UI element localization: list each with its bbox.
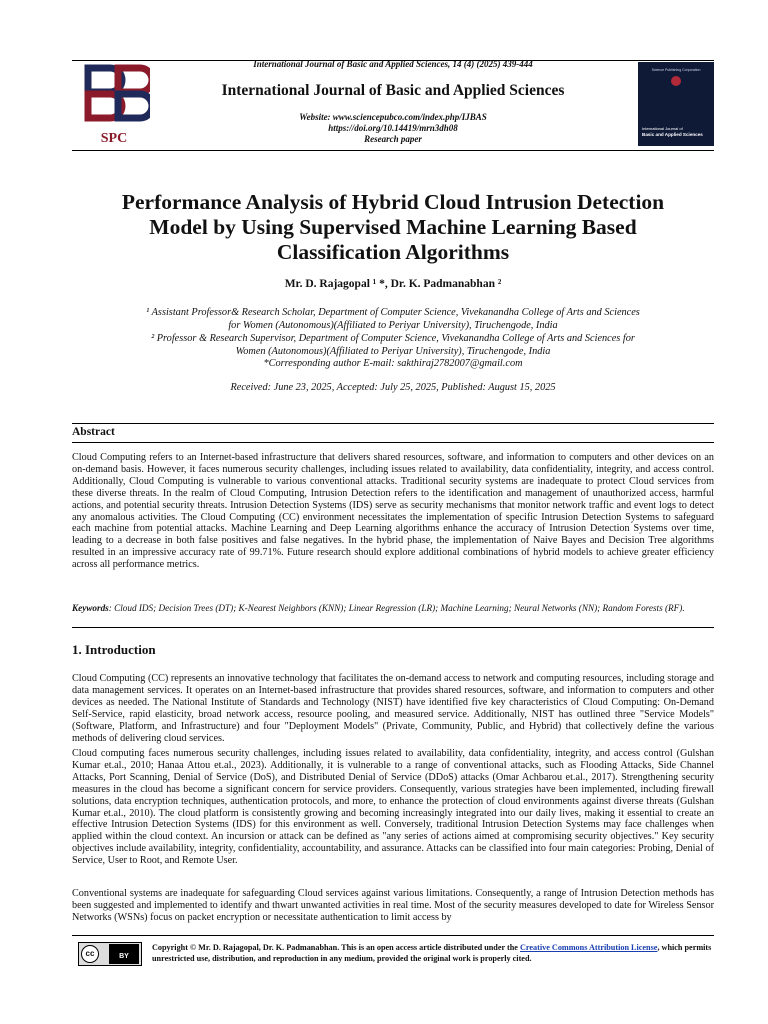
journal-citation: International Journal of Basic and Applied Sciences, 14 (4) (2025) 439-444 [253,59,533,69]
affiliation-1-line1: ¹ Assistant Professor& Research Scholar, Department of Computer Science, Vivekanandha College of Arts and Sciences [146,307,640,318]
copyright-notice [152,942,714,964]
affiliation-2 [80,333,706,371]
keywords-rule [72,627,714,628]
abstract-text: Cloud Computing refers to an Internet-based infrastructure that delivers shared resources, software, and information to computers and other devices on an on-demand basis. However, it faces numerous security challenges, including issues related to availability, data confidentiality, integrity, and access control. Additionally, Cloud Computing is vulnerable to various conventional attacks. Traditional security systems are inadequate to protect Cloud services from these diverse threats. In the realm of Cloud Computing, Intrusion Detection refers to the identification and management of unauthorized access, harmful actions, and potential security threats. Intrusion Detection Systems (IDS) serve as security mechanisms that monitor network traffic and event logs to detect any anomalous activities. The Cloud Computing (CC) environment necessitates the implementation of specific Intrusion Detection Systems to safeguard each machine from potential attacks. Machine Learning and Deep Learning algorithms enhance the accuracy of Intrusion Detection Systems over time, leading to a decrease in both false positives and false negatives. In the hybrid phase, the implementation of Naive Bayes and Decision Tree algorithms resulted in an impressive accuracy rate of 99.71%. Future research should explore additional combinations of hybrid models to achieve greater efficiency across all performance metrics. [72,452,714,571]
spc-logo [78,62,150,148]
cc-by-badge[interactable] [78,942,142,966]
title-line-3: Classification Algorithms [276,240,510,264]
cover-publisher: Science Publishing Corporation [651,68,701,72]
corresponding-author: *Corresponding author E-mail: sakthiraj2782007@gmail.com [263,358,523,369]
section-heading-introduction: 1. Introduction [72,642,156,657]
by-icon [109,944,139,964]
journal-website[interactable]: Website: www.sciencepubco.com/index.php/IJBAS [299,112,487,122]
cc-label: cc [85,949,95,958]
keywords-list: : Cloud IDS; Decision Trees (DT); K-Nearest Neighbors (KNN); Linear Regression (LR); Machine Learning; Neural Networks (NN); Random Forests (RF). [108,603,685,613]
logo-text: SPC [100,131,128,146]
keywords-label: Keywords [72,603,109,613]
copyright-rest: , which permits unrestricted use, distribution, and reproduction in any medium, provided the original work is properly cited. [152,943,712,963]
affiliation-2-line2: Women (Autonomous)(Affiliated to Periyar University), Tiruchengode, India [235,345,551,357]
copyright-text: Copyright © Mr. D. Rajagopal, Dr. K. Padmanabhan. This is an open access article distributed under the [152,943,520,952]
cover-title-line1: International Journal of [642,126,683,131]
affiliation-1-line2: for Women (Autonomous)(Affiliated to Periyar University), Tiruchengode, India [228,319,558,331]
title-line-2: Model by Using Supervised Machine Learning Based [149,215,637,239]
journal-doi[interactable]: https://doi.org/10.14419/mrn3dh08 [328,123,458,133]
license-link[interactable]: Creative Commons Attribution License [520,943,658,952]
journal-cover [638,62,714,146]
intro-paragraph-1: Cloud Computing (CC) represents an innovative technology that facilitates the on-demand access to network and computing resources, including storage and data management services. It operates on an Internet-based infrastructure that provides shared resources, software, and information to computers and other devices as needed. The National Institute of Standards and Technology (NIST) have identified five key characteristics of Cloud Computing: On-Demand Self-Service, rapid elasticity, broad network access, resource pooling, and measured service. Additionally, NIST has outlined three "Service Models" (Software, Platform, and Infrastructure) and four "Deployment Models" (Private, Community, Public, and Hybrid) that collectively define the various methods of delivering cloud services. [72,673,714,744]
authors: Mr. D. Rajagopal ¹ *, Dr. K. Padmanabhan ² [284,278,502,290]
cover-emblem-icon [671,76,681,86]
keywords [72,603,714,615]
paper-type: Research paper [364,134,422,144]
cc-icon [81,945,99,963]
header-rule [72,150,714,151]
paper-title [80,190,706,265]
intro-paragraph-2: Cloud computing faces numerous security challenges, including issues related to availability, data confidentiality, integrity, and access control (Gulshan Kumar et.al., 2010; Hanaa Attou et.al., 2023). Additionally, it is vulnerable to a range of conventional attacks, such as Flooding Attacks, Side Channel Attacks, Port Scanning, Denial of Service (DoS), and Distributed Denial of Service (DDoS) attacks (Omar Achbarou et.al., 2017). Strengthening security measures in the cloud has become a significant concern for service providers. Consequently, various strategies have been implemented, including firewall solutions, data encryption techniques, authentication protocols, and more, to enhance the protection of cloud environments against diverse threats (Gulshan Kumar et.al., 2010). The cloud platform is consistently growing and becoming increasingly integrated into our daily lives, making it essential to create an effective Intrusion Detection Systems (IDS) for this environment as well. Conversely, traditional Intrusion Detection Systems may face challenges when applied within the cloud context. An incursion or attack can be defined as "any series of actions aimed at compromising security objectives." Key security objectives include availability, integrity, confidentiality, accountability, and assurance. Attacks can be classified into four main categories: Probing, Denial of Service, User to Root, and Remote User. [72,748,714,867]
title-line-1: Performance Analysis of Hybrid Cloud Intrusion Detection [121,190,665,214]
by-label: BY [119,953,129,960]
journal-name: International Journal of Basic and Applied Sciences [221,82,565,99]
footer-rule [72,935,714,936]
publication-dates: Received: June 23, 2025, Accepted: July 25, 2025, Published: August 15, 2025 [230,382,556,393]
abstract-heading-rule [72,442,714,443]
intro-paragraph-3: Conventional systems are inadequate for safeguarding Cloud services against various limitations. Consequently, a range of Intrusion Detection methods has been suggested and implemented to identify and thwart unwanted activities in real time. Most of the security measures developed to date for Wireless Sensor Networks (WSNs) focus on packet encryption or necessitate authentication to limit access by [72,888,714,923]
abstract-top-rule [72,423,714,424]
affiliation-2-line1: ² Professor & Research Supervisor, Department of Computer Science, Vivekanandha College of Arts and Sciences for [151,333,635,344]
affiliation-1 [80,307,706,332]
cover-title-line2: Basic and Applied Sciences [642,132,703,137]
abstract-heading: Abstract [72,426,115,438]
